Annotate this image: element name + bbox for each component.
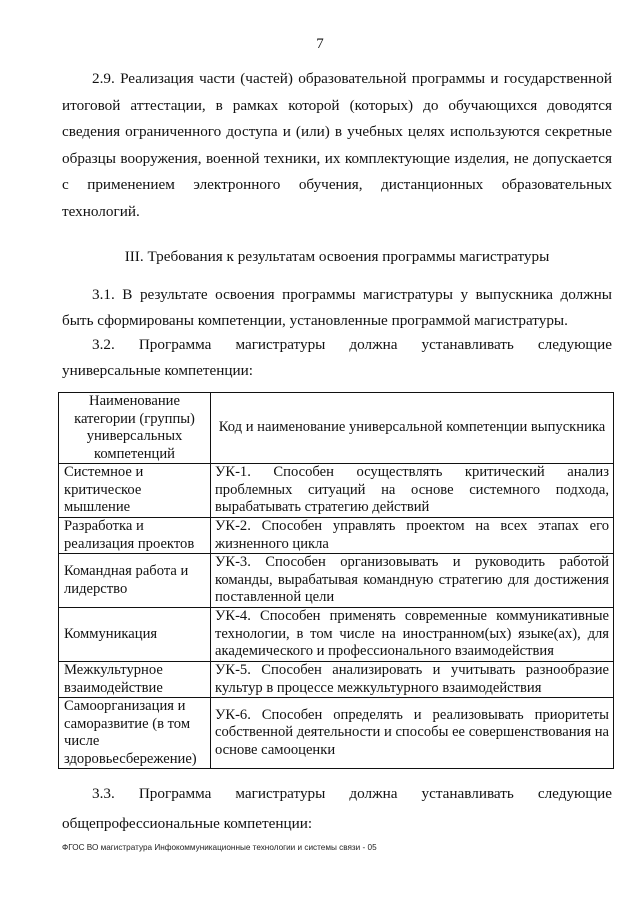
header-competence: Код и наименование универсальной компетенции выпускника — [211, 393, 614, 464]
category-cell: Разработка и реализация проектов — [59, 518, 211, 554]
competence-cell: УК-2. Способен управлять проектом на всех этапах его жизненного цикла — [211, 518, 614, 554]
paragraph-3-3-line2: общепрофессиональные компетенции: — [62, 815, 313, 832]
section-heading-3: III. Требования к результатам освоения программы магистратуры — [124, 248, 550, 265]
table-row — [59, 608, 614, 662]
competencies-table — [58, 392, 614, 769]
competence-cell: УК-6. Способен определять и реализовывать приоритеты собственной деятельности и способы ее совершенствования на основе самооценки — [211, 698, 614, 769]
table-row — [59, 464, 614, 518]
paragraph-3-1: 3.1. В результате освоения программы магистратуры у выпускника должны быть сформированы компетенции, установленные программой магистратуры. — [62, 286, 612, 329]
word: магистратуры — [235, 785, 326, 802]
table-row — [59, 662, 614, 698]
paragraph-3-3 — [62, 779, 612, 839]
paragraph-2-9: 2.9. Реализация части (частей) образовательной программы и государственной итоговой аттестации, в рамках которой (которых) до обучающихся доводятся сведения ограниченного доступа и (или) в учебных целях используются секретные образцы вооружения, военной техники, их комплектующие изделия, не допускается с применением электронного обучения, дистанционных образовательных технологий. — [62, 70, 612, 220]
category-cell: Системное и критическое мышление — [59, 464, 211, 518]
footer-note: ФГОС ВО магистратура Инфокоммуникационные технологии и системы связи - 05 — [62, 843, 377, 852]
category-cell: Самоорганизация и саморазвитие (в том числе здоровьесбережение) — [59, 698, 211, 769]
paragraph-3-2: 3.2. Программа магистратуры должна устанавливать следующие универсальные компетенции: — [62, 336, 612, 379]
table-row — [59, 554, 614, 608]
category-cell: Межкультурное взаимодействие — [59, 662, 211, 698]
word: следующие — [537, 785, 612, 802]
competence-cell: УК-4. Способен применять современные коммуникативные технологии, в том числе на иностранном(ых) языке(ах), для академического и профессионального взаимодействия — [211, 608, 614, 662]
word: Программа — [138, 785, 212, 802]
competence-cell: УК-5. Способен анализировать и учитывать разнообразие культур в процессе межкультурного взаимодействия — [211, 662, 614, 698]
category-cell: Командная работа и лидерство — [59, 554, 211, 608]
word: устанавливать — [421, 785, 514, 802]
word: должна — [349, 785, 398, 802]
page-number: 7 — [316, 36, 324, 52]
competence-cell: УК-3. Способен организовывать и руководить работой команды, вырабатывая командную стратегию для достижения поставленной цели — [211, 554, 614, 608]
header-category: Наименование категории (группы) универсальных компетенций — [59, 393, 211, 464]
competence-cell: УК-1. Способен осуществлять критический анализ проблемных ситуаций на основе системного подхода, вырабатывать стратегию действий — [211, 464, 614, 518]
table-row — [59, 518, 614, 554]
table-row — [59, 698, 614, 769]
paragraph-3-3-line1 — [62, 779, 612, 809]
category-cell: Коммуникация — [59, 608, 211, 662]
word: 3.3. — [92, 785, 115, 802]
table-header-row — [59, 393, 614, 464]
